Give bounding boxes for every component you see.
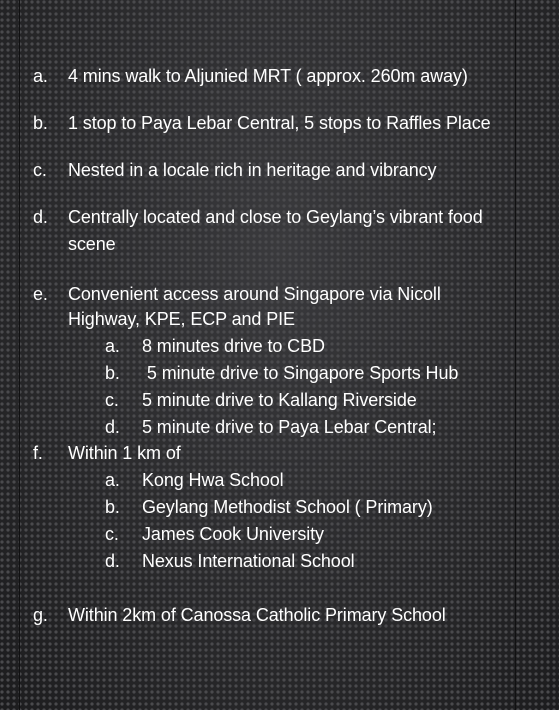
list-marker: d. [105,551,120,571]
list-marker: d. [105,417,120,437]
list-marker: e. [33,284,48,304]
list-marker: c. [105,390,119,410]
list-item-text: Centrally located and close to Geylang’s vibrant food [68,207,483,227]
list-item-text: 5 minute drive to Kallang Riverside [142,390,417,410]
list-item-text: 1 stop to Paya Lebar Central, 5 stops to Raffles Place [68,113,491,133]
list-marker: f. [33,443,43,463]
list-item-text: James Cook University [142,524,324,544]
slide-border-right [515,0,516,710]
list-marker: b. [105,497,120,517]
list-item-text: Nested in a locale rich in heritage and vibrancy [68,160,437,180]
list-marker: a. [105,470,120,490]
list-marker: g. [33,605,48,625]
list-item-text: Kong Hwa School [142,470,284,490]
list-item-text: Geylang Methodist School ( Primary) [142,497,433,517]
list-marker: c. [33,160,47,180]
list-item-text: 5 minute drive to Paya Lebar Central; [142,417,437,437]
list-marker: b. [105,363,120,383]
slide-border-left [19,0,20,710]
list-marker: b. [33,113,48,133]
list-item-text: Convenient access around Singapore via Nicoll [68,284,441,304]
list-item-text: Within 2km of Canossa Catholic Primary School [68,605,446,625]
list-marker: a. [105,336,120,356]
list-item-text: 4 mins walk to Aljunied MRT ( approx. 260m away) [68,66,468,86]
list-item-text: scene [68,234,116,254]
list-item-text: 8 minutes drive to CBD [142,336,325,356]
list-item-text: Within 1 km of [68,443,181,463]
list-item-text: Highway, KPE, ECP and PIE [68,309,295,329]
list-marker: d. [33,207,48,227]
list-marker: c. [105,524,119,544]
list-marker: a. [33,66,48,86]
list-item-text: 5 minute drive to Singapore Sports Hub [142,363,459,383]
list-item-text: Nexus International School [142,551,355,571]
